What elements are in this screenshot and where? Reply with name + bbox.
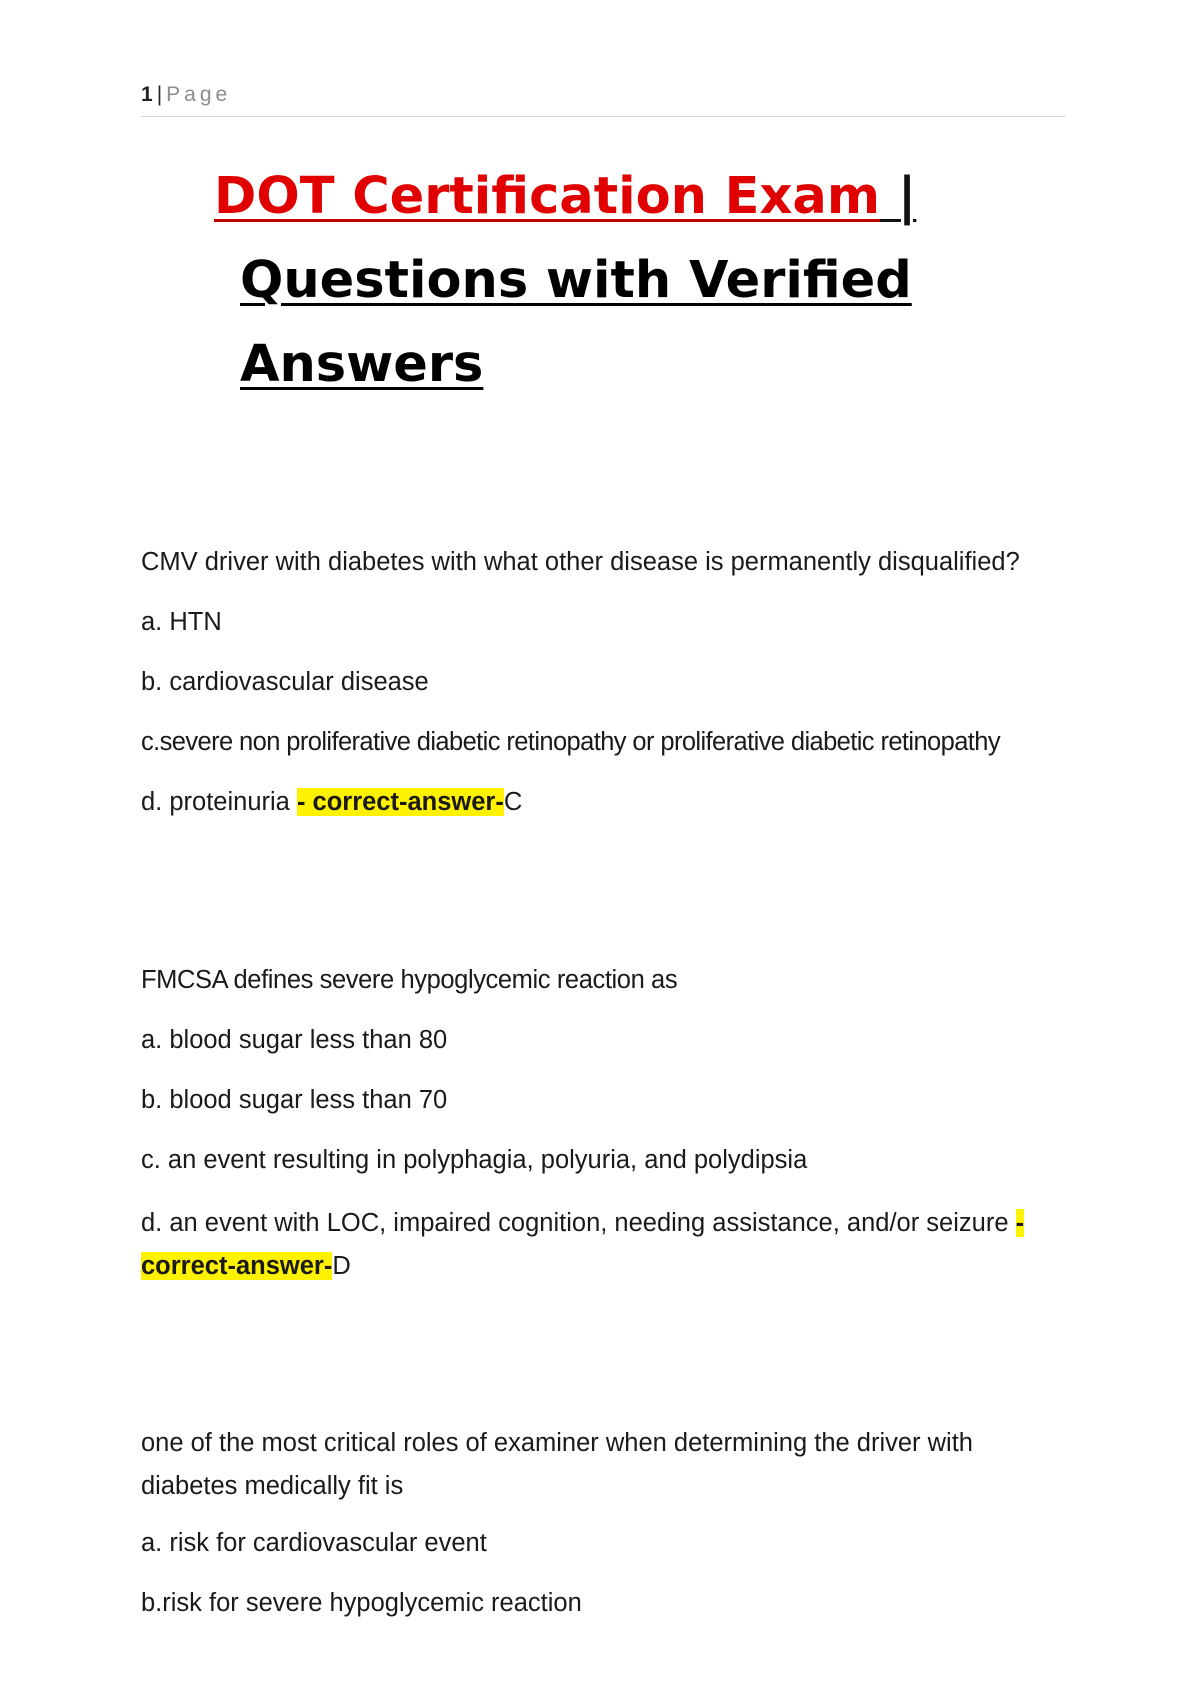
page-number: 1 [141, 83, 153, 106]
page-label: Page [166, 83, 232, 106]
question-3 [141, 1422, 1081, 1621]
question-3-option-a: a. risk for cardiovascular event [141, 1529, 487, 1557]
header-separator: | [156, 83, 163, 106]
question-2-option-d-line [141, 1202, 1081, 1288]
title-line-3: Answers [240, 335, 484, 394]
question-3-option-b: b.risk for severe hypoglycemic reaction [141, 1589, 582, 1617]
correct-answer-letter: D [332, 1252, 351, 1280]
document-title [214, 155, 934, 407]
question-3-stem-line-1: one of the most critical roles of examiner when determining the driver with [141, 1429, 973, 1457]
question-2-option-d: d. an event with LOC, impaired cognition, needing assistance, and/or seizure [141, 1209, 1016, 1237]
correct-answer-highlight-start: - [1015, 1209, 1025, 1237]
title-line-1: DOT Certification Exam [214, 167, 880, 226]
question-1-option-c: c.severe non proliferative diabetic retinopathy or proliferative diabetic retinopathy [141, 728, 1001, 756]
question-3-stem-line-2: diabetes medically fit is [141, 1472, 404, 1500]
question-2-option-c: c. an event resulting in polyphagia, polyuria, and polydipsia [141, 1146, 808, 1174]
correct-answer-highlight: - correct-answer- [296, 788, 504, 816]
question-2-option-a: a. blood sugar less than 80 [141, 1026, 448, 1054]
title-line-2: Questions with Verified [240, 251, 912, 310]
correct-answer-letter: C [503, 788, 523, 816]
question-1-stem: CMV driver with diabetes with what other disease is permanently disqualified? [141, 548, 1020, 576]
page-header [141, 82, 1066, 117]
question-1-option-d: d. proteinuria [141, 788, 297, 816]
question-1-option-b: b. cardiovascular disease [141, 668, 429, 696]
correct-answer-highlight: correct-answer- [141, 1252, 333, 1280]
question-1-option-d-line [141, 784, 1081, 820]
question-2-stem: FMCSA defines severe hypoglycemic reaction as [141, 966, 678, 994]
question-1-option-a: a. HTN [141, 608, 222, 636]
title-bar: | [879, 167, 917, 226]
question-1 [141, 544, 1081, 820]
question-2-option-b: b. blood sugar less than 70 [141, 1086, 448, 1114]
question-2 [141, 962, 1081, 1288]
